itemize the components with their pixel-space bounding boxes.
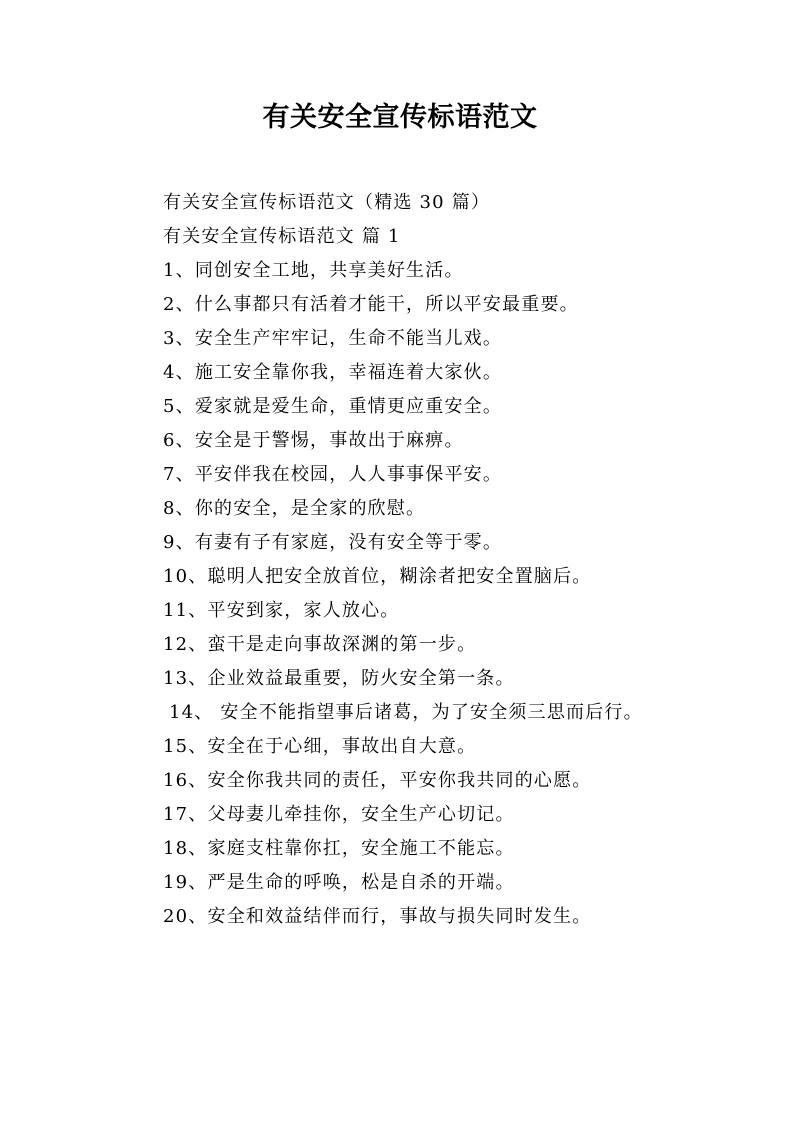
slogan-item: 18、家庭支柱靠你扛，安全施工不能忘。 <box>163 838 515 859</box>
slogan-item: 4、施工安全靠你我，幸福连着大家伙。 <box>163 362 503 383</box>
slogan-item: 19、严是生命的呼唤，松是自杀的开端。 <box>163 872 515 893</box>
slogan-item: 17、父母妻儿牵挂你，安全生产心切记。 <box>163 804 515 825</box>
section-heading: 有关安全宣传标语范文 篇 1 <box>163 226 401 247</box>
slogan-item: 14、 安全不能指望事后诸葛，为了安全须三思而后行。 <box>169 702 643 723</box>
slogan-item: 11、平安到家，家人放心。 <box>163 600 400 621</box>
slogan-item: 10、聪明人把安全放首位，糊涂者把安全置脑后。 <box>163 566 592 587</box>
slogan-item: 9、有妻有子有家庭，没有安全等于零。 <box>163 532 503 553</box>
document-title: 有关安全宣传标语范文 <box>262 102 538 133</box>
document-body <box>163 186 763 934</box>
slogan-item: 3、安全生产牢牢记，生命不能当儿戏。 <box>163 328 503 349</box>
slogan-item: 8、你的安全，是全家的欣慰。 <box>163 498 426 519</box>
slogan-item: 12、蛮干是走向事故深渊的第一步。 <box>163 634 477 655</box>
slogan-item: 16、安全你我共同的责任，平安你我共同的心愿。 <box>163 770 592 791</box>
slogan-item: 6、安全是于警惕，事故出于麻痹。 <box>163 430 464 451</box>
slogan-item: 1、同创安全工地，共享美好生活。 <box>163 260 464 281</box>
slogan-item: 20、安全和效益结伴而行，事故与损失同时发生。 <box>163 906 592 927</box>
slogan-item: 15、安全在于心细，事故出自大意。 <box>163 736 477 757</box>
slogan-item: 7、平安伴我在校园，人人事事保平安。 <box>163 464 503 485</box>
slogan-item: 13、企业效益最重要，防火安全第一条。 <box>163 668 515 689</box>
slogan-item: 2、什么事都只有活着才能干，所以平安最重要。 <box>163 294 579 315</box>
slogan-item: 5、爱家就是爱生命，重情更应重安全。 <box>163 396 503 417</box>
document-subtitle: 有关安全宣传标语范文（精选 30 篇） <box>163 192 491 213</box>
